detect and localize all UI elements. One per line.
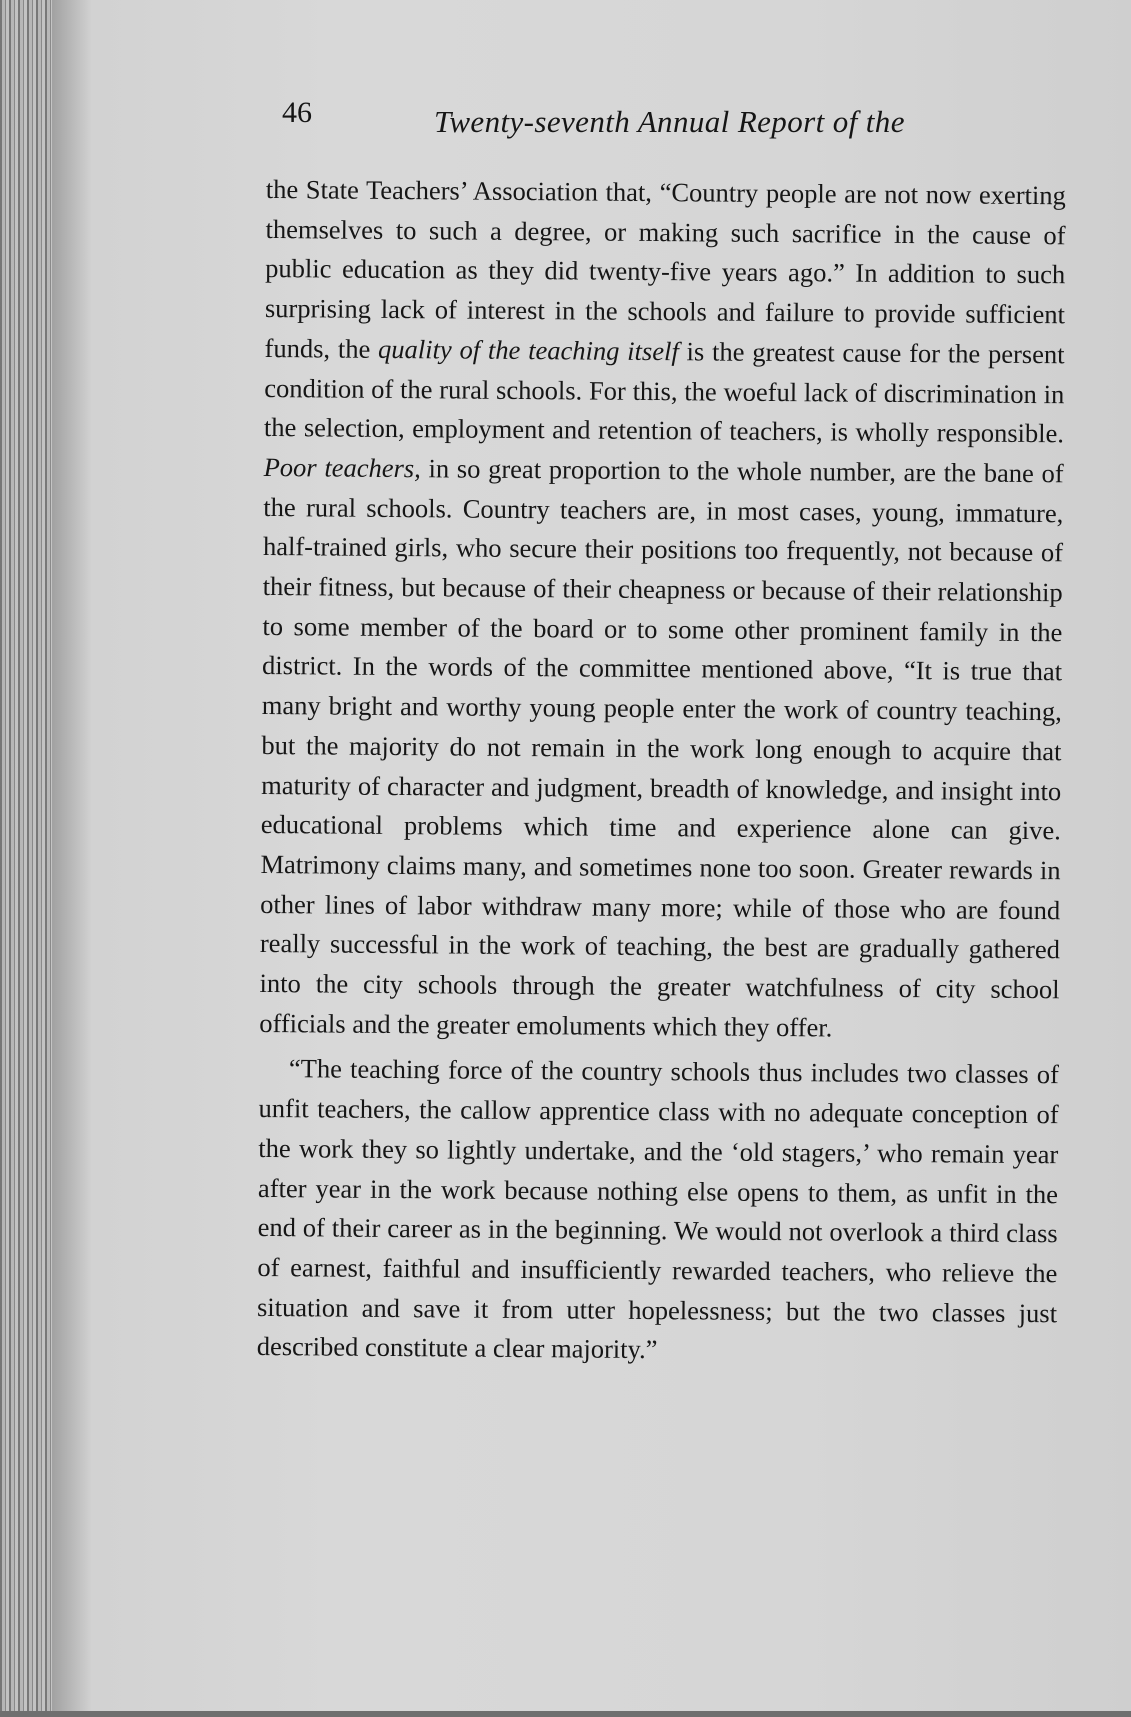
paragraph-1 (259, 170, 1066, 1050)
page-bottom-edge (0, 1711, 1131, 1717)
paragraph-2: “The teaching force of the country schools thus includes two classes of unfit teachers, the callow apprentice class with no adequate conception of the work they so lightly undertake, and the ‘old stagers,’ who remain year after year in the work because nothing else opens to them, as unfit in the end of their career as in the beginning. We would not overlook a third class of earnest, faithful and insufficiently rewarded teachers, who relieve the situation and save it from utter hopelessness; but the two classes just described constitute a clear majority.” (256, 1053, 1060, 1365)
paragraph-1-emphasis-poor-teachers: Poor teachers, (263, 451, 421, 484)
paragraph-1-text-b: is the greatest cause for the persent condition of the rural schools. For this, the woeful lack of discrimination in the selection, employment and retention of teachers, is wholly responsible. (263, 336, 1065, 449)
page-number: 46 (282, 96, 312, 129)
paragraph-1-text-a: the State Teachers’ Association that, “Country people are not now exerting themselves to such a degree, or making such sacrifice in the cause of public education as they did twenty-five years ago.” In addition to such surprising lack of interest in the schools and failure to provide sufficient funds, the (264, 173, 1066, 364)
gutter-shadow (52, 0, 92, 1717)
paragraph-1-emphasis-quality: quality of the teaching itself (378, 333, 679, 367)
book-binding-edge (0, 0, 52, 1717)
paragraph-1-text-c: in so great proportion to the whole number, are the bane of the rural schools. Country teachers are, in most cases, young, immature, half-trained girls, who secure their positions too frequently, not because of their fitness, but because of their cheapness or because of their relationship to some member of the board or to some other prominent family in the district. In the words of the committee mentioned above, “It is true that many bright and worthy young people enter the work of country teaching, but the majority do not remain in the work long enough to acquire that maturity of character and judgment, breadth of knowledge, and insight into educational problems which time and experience alone can give. Matrimony claims many, and sometimes none too soon. Greater rewards in other lines of labor withdraw many more; while of those who are found really successful in the work of teaching, the best are gradually gathered into the city schools through the greater watchfulness of city school officials and the greater emoluments which they offer. (259, 453, 1064, 1043)
body-text (257, 170, 1066, 1373)
running-head: Twenty-seventh Annual Report of the (434, 104, 905, 139)
